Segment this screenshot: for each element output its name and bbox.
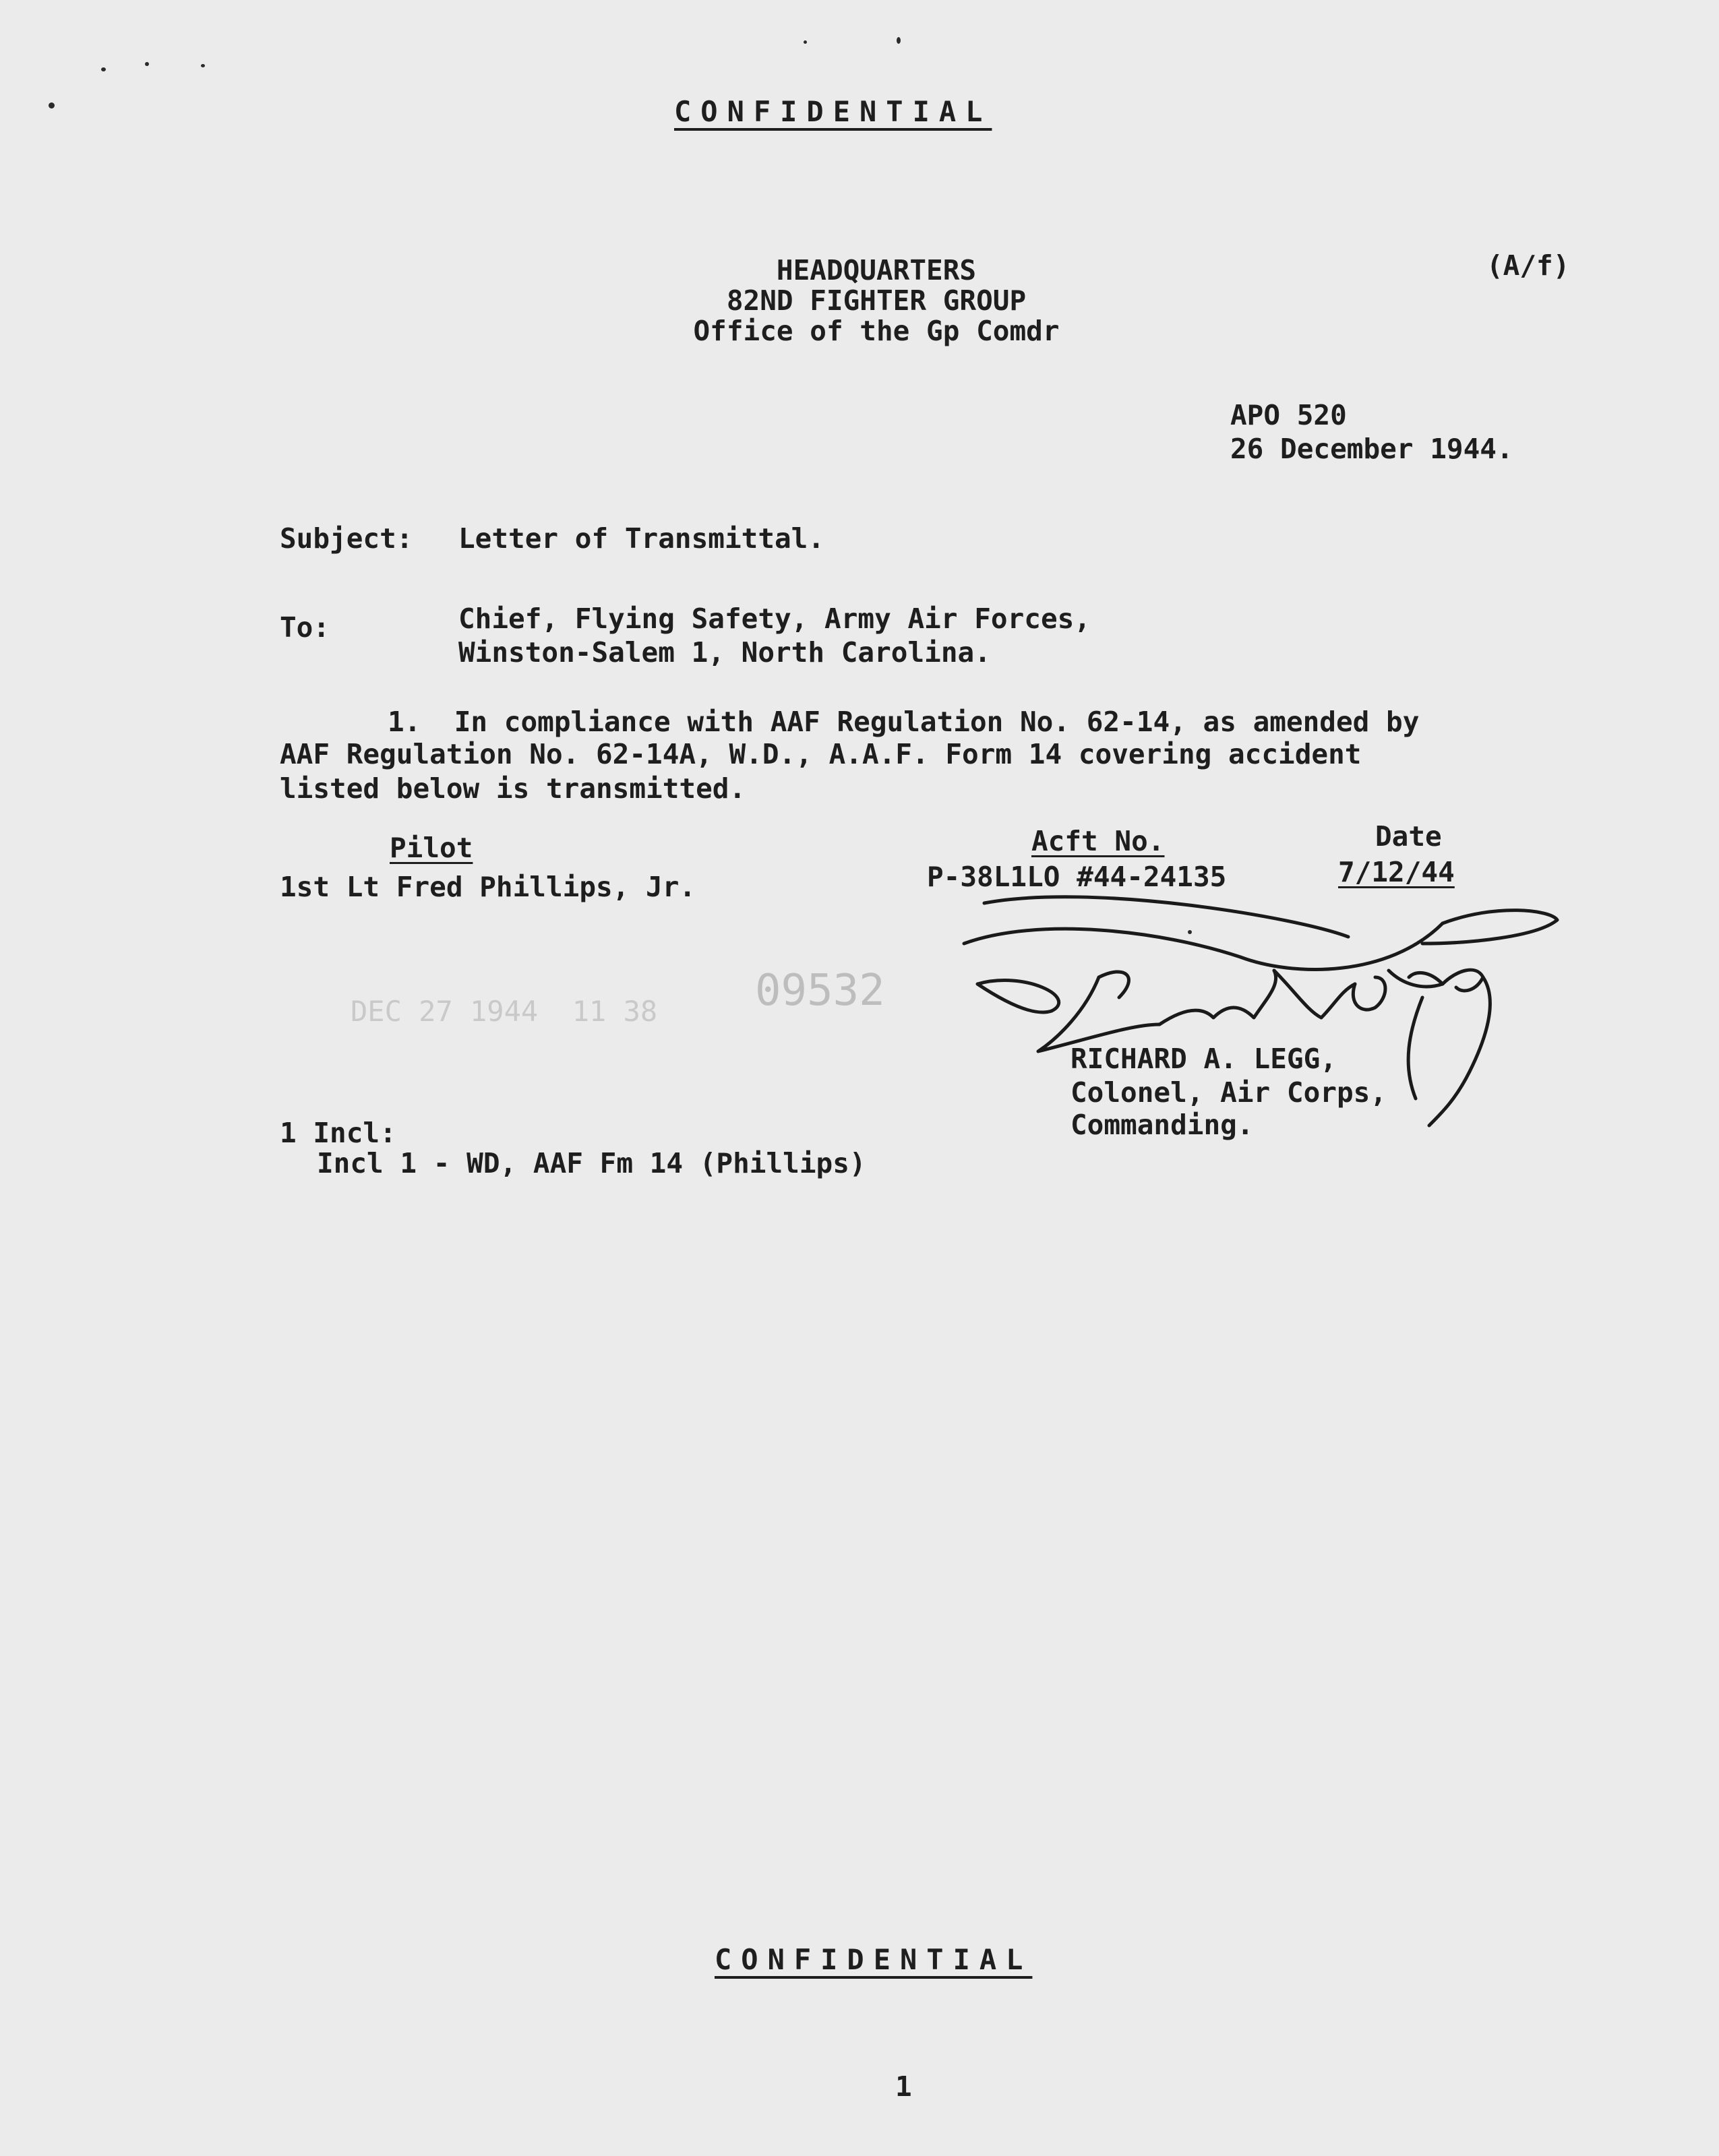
- enclosure-label: 1 Incl:: [280, 1117, 396, 1149]
- date-column-header: Date: [1375, 820, 1442, 853]
- bottom-classification: CONFIDENTIAL: [715, 1943, 1033, 1976]
- scan-speck: [49, 102, 55, 109]
- scan-speck: [804, 40, 807, 44]
- letter-date: 26 December 1944.: [1230, 433, 1513, 465]
- received-stamp: DEC 27 1944 11 38: [351, 995, 658, 1028]
- file-annotation: (A/f): [1486, 249, 1570, 282]
- aircraft-column-header: Acft No.: [1031, 825, 1165, 857]
- org-line-office: Office of the Gp Comdr: [693, 315, 1060, 347]
- paragraph-line-2: AAF Regulation No. 62-14A, W.D., A.A.F. Form 14 covering accident: [280, 738, 1362, 770]
- top-classification: CONFIDENTIAL: [674, 95, 992, 128]
- org-line-headquarters: HEADQUARTERS: [776, 254, 977, 286]
- scan-speck: [145, 62, 149, 66]
- scan-speck: [201, 64, 205, 67]
- subject-label: Subject:: [280, 522, 413, 555]
- pilot-name: 1st Lt Fred Phillips, Jr.: [280, 871, 696, 903]
- to-label: To:: [280, 611, 330, 644]
- accident-date: 7/12/44: [1338, 856, 1455, 888]
- file-number-stamp: 09532: [755, 966, 885, 1016]
- aircraft-number: P-38L1LO #44-24135: [927, 861, 1227, 893]
- to-line-2: Winston-Salem 1, North Carolina.: [458, 636, 991, 669]
- scan-speck: [897, 37, 901, 44]
- page-number: 1: [895, 2070, 912, 2103]
- handwritten-signature: [957, 896, 1577, 1152]
- org-line-group: 82ND FIGHTER GROUP: [726, 284, 1027, 317]
- signer-rank: Colonel, Air Corps,: [1070, 1076, 1387, 1109]
- signer-title: Commanding.: [1070, 1109, 1254, 1141]
- paragraph-line-3: listed below is transmitted.: [280, 772, 746, 805]
- enclosure-item: Incl 1 - WD, AAF Fm 14 (Phillips): [317, 1147, 866, 1179]
- signer-name: RICHARD A. LEGG,: [1070, 1043, 1337, 1075]
- scan-speck: [101, 67, 106, 71]
- apo-number: APO 520: [1230, 399, 1347, 431]
- subject-value: Letter of Transmittal.: [458, 522, 825, 555]
- pilot-column-header: Pilot: [390, 832, 473, 864]
- paragraph-line-1: 1. In compliance with AAF Regulation No. 62-14, as amended by: [388, 706, 1420, 738]
- to-line-1: Chief, Flying Safety, Army Air Forces,: [458, 603, 1091, 635]
